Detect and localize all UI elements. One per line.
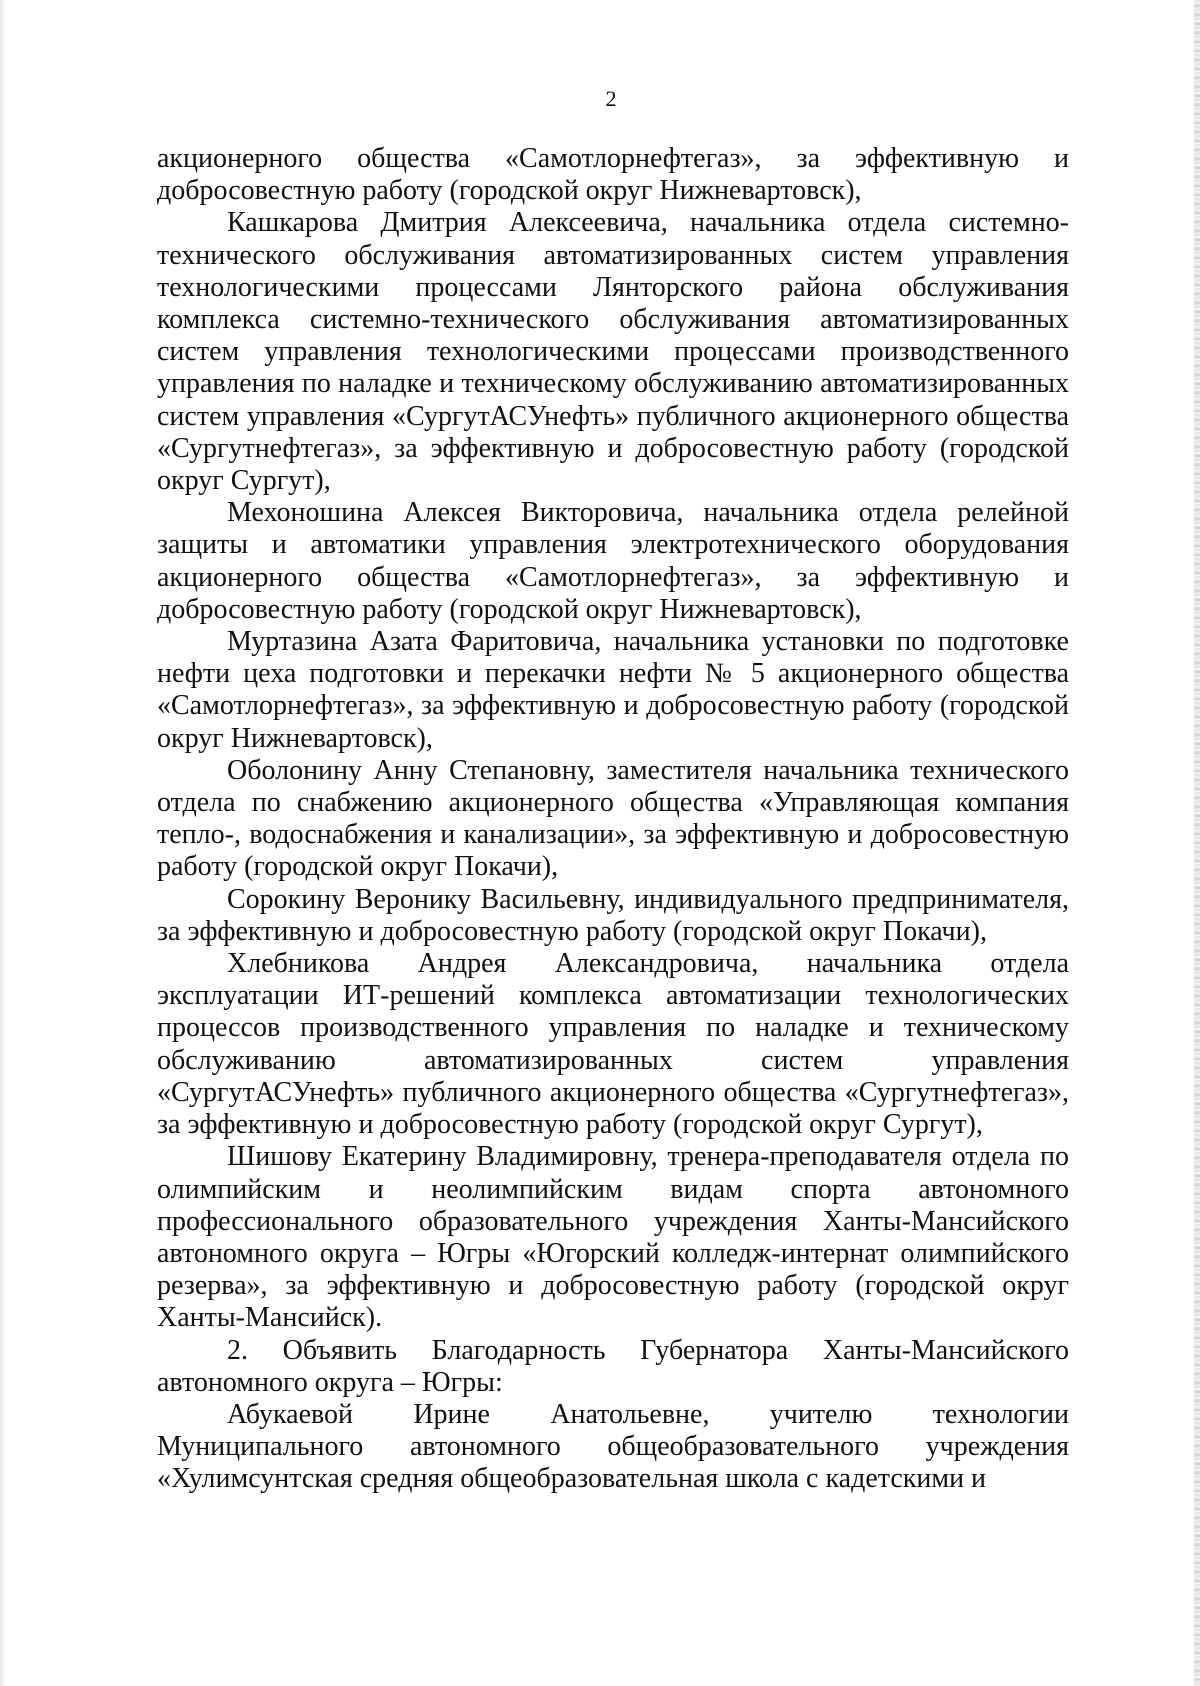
- paragraph-shishova: Шишову Екатерину Владимировну, тренера-преподавателя отдела по олимпийским и неолимпийским видам спорта автономного профессионального образовательного учреждения Ханты-Мансийского автономного округа – Югры «Югорский колледж-интернат олимпийского резерва», за эффективную и добросовестную работу (городской округ Ханты-Мансийск).: [157, 1141, 1069, 1334]
- paragraph-continuation-samotlorneftegaz: акционерного общества «Самотлорнефтегаз», за эффективную и добросовестную работу (городской округ Нижневартовск),: [157, 143, 1069, 207]
- paragraph-murtazin: Муртазина Азата Фаритовича, начальника установки по подготовке нефти цеха подготовки и перекачки нефти № 5 акционерного общества «Самотлорнефтегаз», за эффективную и добросовестную работу (городской округ Нижневартовск),: [157, 626, 1069, 754]
- paragraph-abukaeva: Абукаевой Ирине Анатольевне, учителю технологии Муниципального автономного общеобразовательного учреждения «Хулимсунтская средняя общеобразовательная школа с кадетскими и: [157, 1398, 1069, 1495]
- paragraph-khlebnikov: Хлебникова Андрея Александровича, начальника отдела эксплуатации ИТ-решений комплекса автоматизации технологических процессов производственного управления по наладке и техническому обслуживанию автоматизированных систем управления «СургутАСУнефть» публичного акционерного общества «Сургутнефтегаз», за эффективную и добросовестную работу (городской округ Сургут),: [157, 948, 1069, 1141]
- scan-edge-right: [1194, 0, 1200, 1686]
- paragraph-section-2-heading: 2. Объявить Благодарность Губернатора Ханты-Мансийского автономного округа – Югры:: [157, 1334, 1069, 1398]
- paragraph-sorokina: Сорокину Веронику Васильевну, индивидуального предпринимателя, за эффективную и добросовестную работу (городской округ Покачи),: [157, 883, 1069, 947]
- paragraph-obolonina: Оболонину Анну Степановну, заместителя начальника технического отдела по снабжению акционерного общества «Управляющая компания тепло-, водоснабжения и канализации», за эффективную и добросовестную работу (городской округ Покачи),: [157, 754, 1069, 883]
- page-number: 2: [605, 86, 617, 111]
- document-body: [157, 143, 1069, 1496]
- scan-edge-left: [0, 0, 6, 1686]
- paragraph-kashkarov: Кашкарова Дмитрия Алексеевича, начальника отдела системно-технического обслуживания автоматизированных систем управления технологическими процессами Лянторского района обслуживания комплекса системно-технического обслуживания автоматизированных систем управления технологическими процессами производственного управления по наладке и техническому обслуживанию автоматизированных систем управления «СургутАСУнефть» публичного акционерного общества «Сургутнефтегаз», за эффективную и добросовестную работу (городской округ Сургут),: [157, 207, 1069, 497]
- paragraph-mekhonoshin: Мехоношина Алексея Викторовича, начальника отдела релейной защиты и автоматики управления электротехнического оборудования акционерного общества «Самотлорнефтегаз», за эффективную и добросовестную работу (городской округ Нижневартовск),: [157, 497, 1069, 625]
